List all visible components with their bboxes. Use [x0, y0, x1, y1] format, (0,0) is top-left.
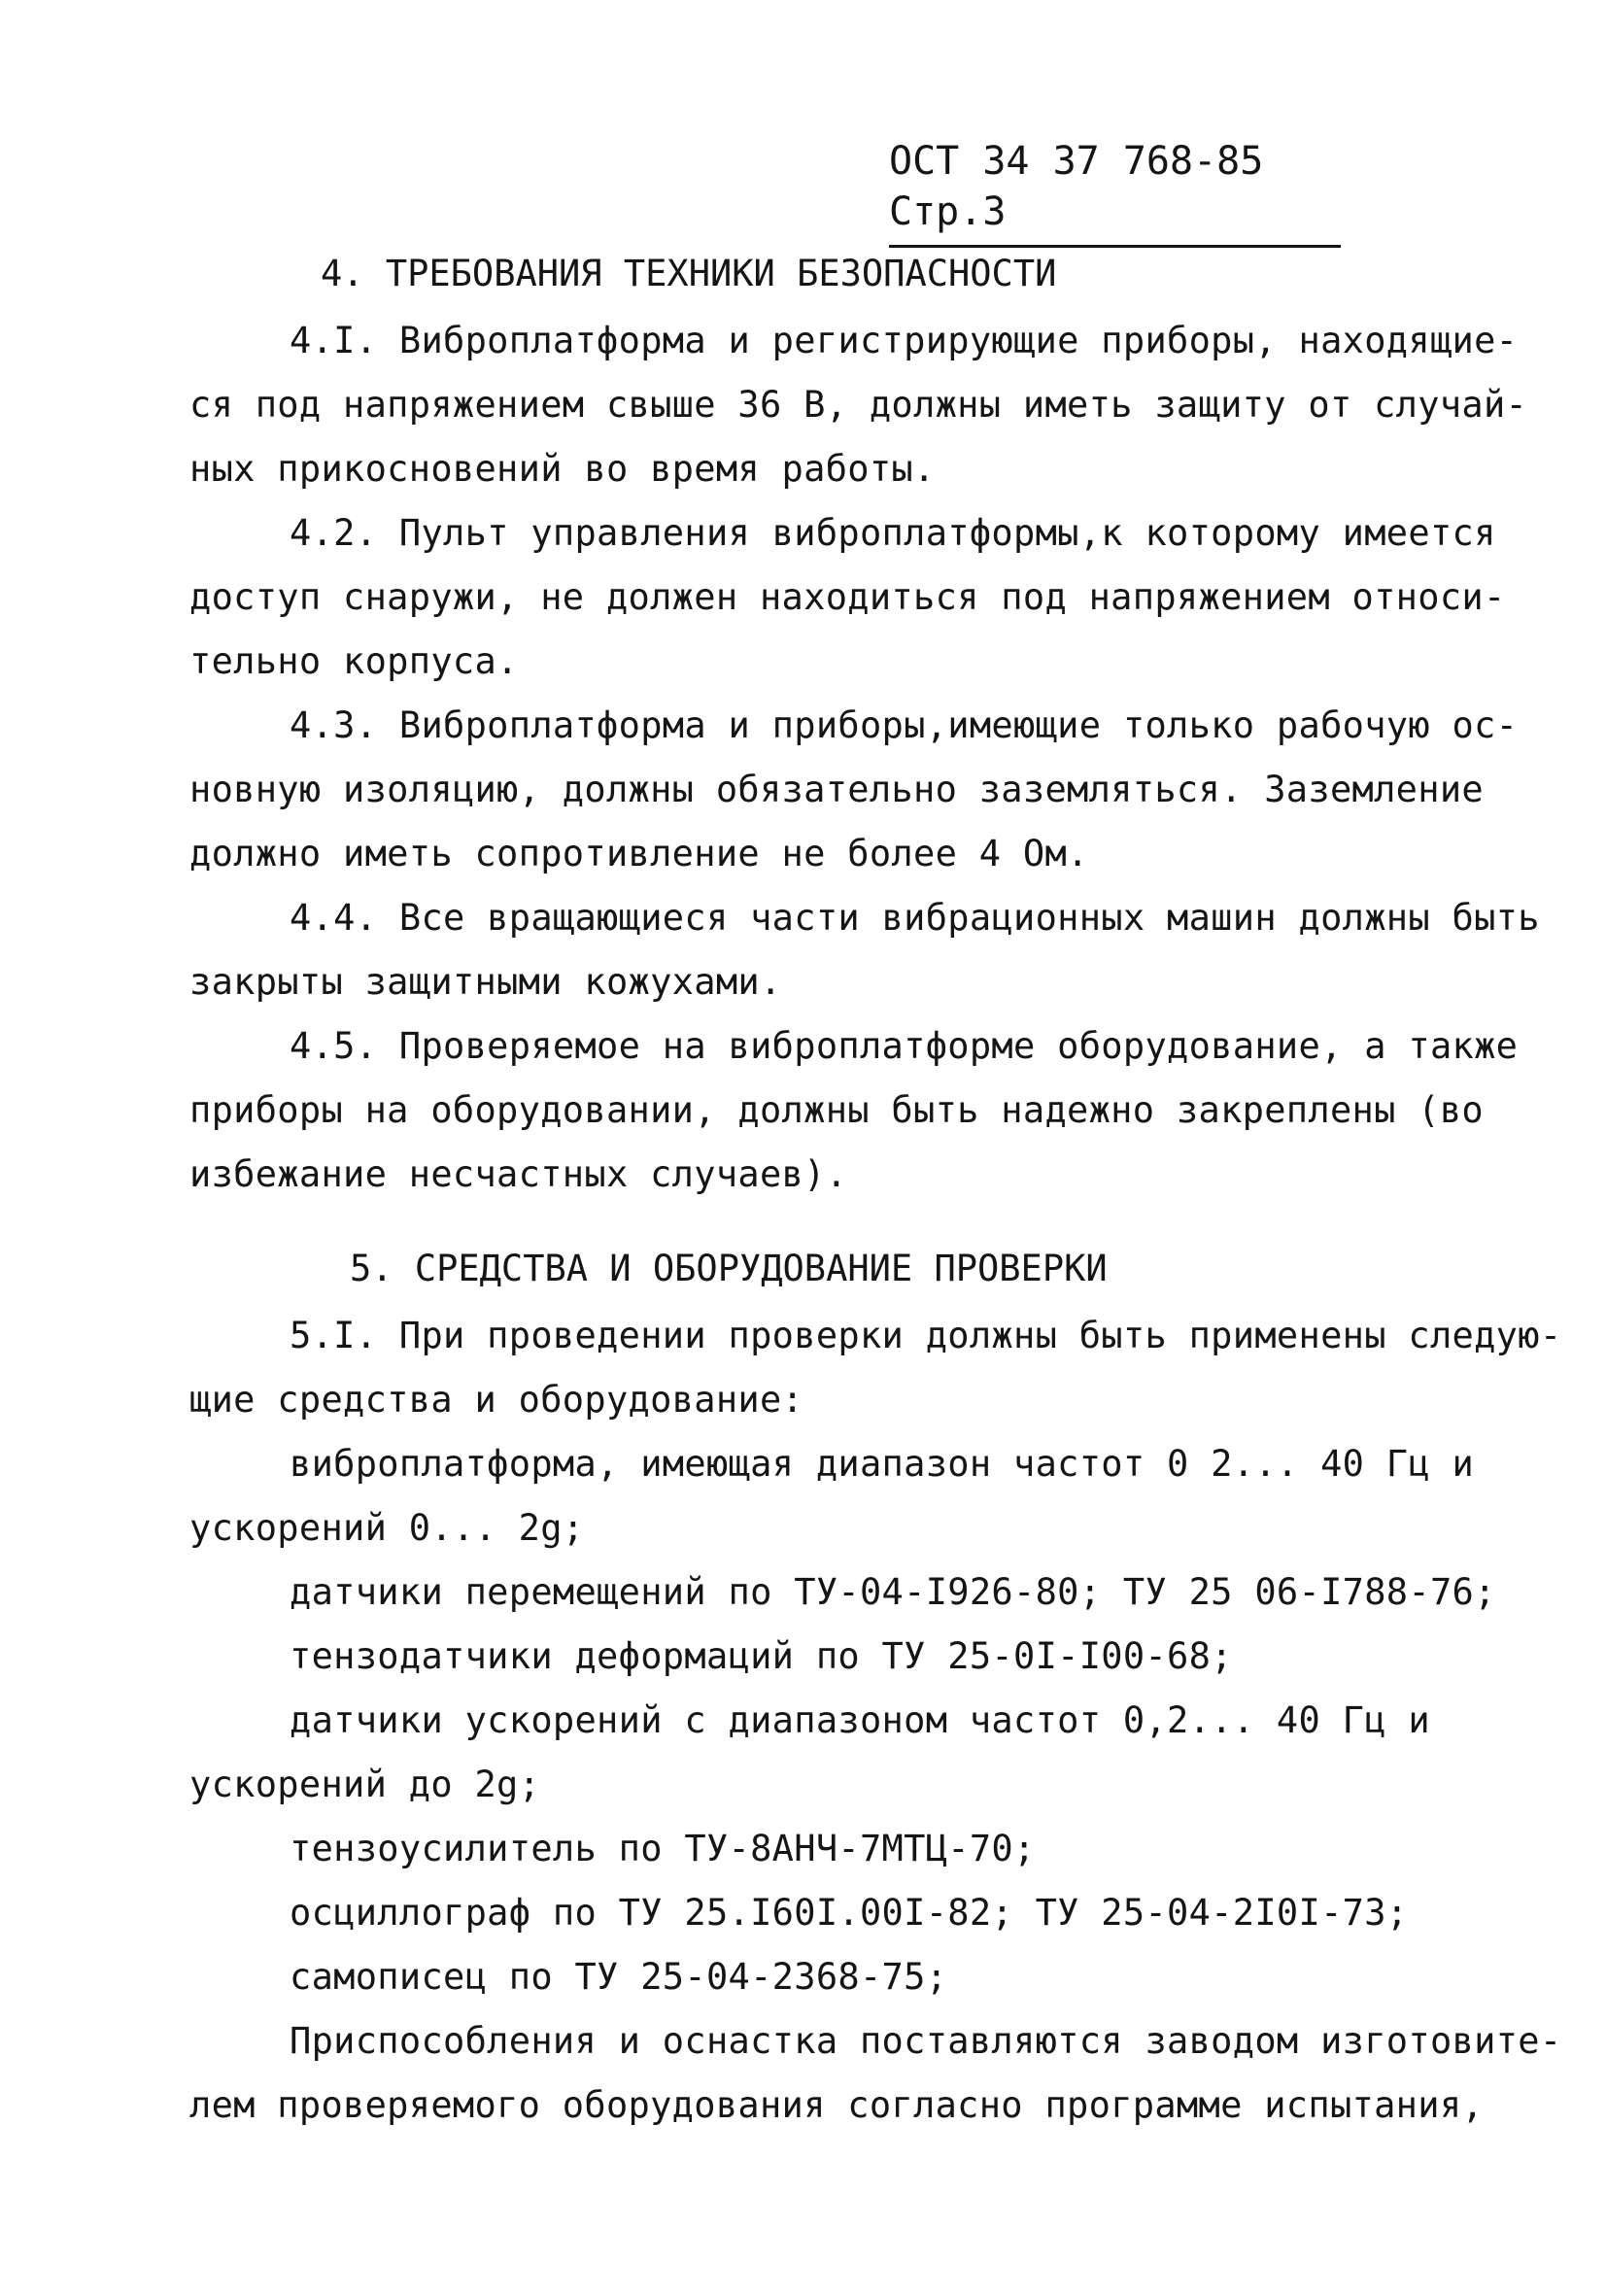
- paragraph-line: лем проверяемого оборудования согласно программе испытания,: [189, 2084, 1484, 2126]
- list-item: датчики перемещений по ТУ-04-I926-80; ТУ 25 06-I788-76;: [290, 1571, 1496, 1613]
- paragraph-line: закрыты защитными кожухами.: [189, 961, 782, 1003]
- paragraph-line: доступ снаружи, не должен находиться под напряжением относи-: [189, 576, 1506, 618]
- paragraph-line: новную изоляцию, должны обязательно заземляться. Заземление: [189, 769, 1484, 810]
- paragraph-line: ся под напряжением свыше 36 В, должны иметь защиту от случай-: [189, 384, 1528, 426]
- list-item: тензодатчики деформаций по ТУ 25-0I-I00-68;: [290, 1635, 1233, 1677]
- paragraph-line: ных прикосновений во время работы.: [189, 448, 936, 490]
- paragraph-line: щие средства и оборудование:: [189, 1379, 804, 1421]
- list-item: самописец по ТУ 25-04-2368-75;: [290, 1956, 948, 1998]
- paragraph-line: тельно корпуса.: [189, 640, 519, 682]
- list-item-continuation: ускорений 0... 2g;: [189, 1507, 585, 1549]
- list-item: осциллограф по ТУ 25.I60I.00I-82; ТУ 25-04-2I0I-73;: [290, 1892, 1409, 1934]
- list-item: тензоусилитель по ТУ-8АНЧ-7МТЦ-70;: [290, 1828, 1036, 1869]
- paragraph-line: должно иметь сопротивление не более 4 Ом.: [189, 833, 1089, 874]
- document-designation: ОСТ 34 37 768-85 Стр.3: [889, 136, 1341, 248]
- paragraph-line: 4.5. Проверяемое на виброплатформе оборудование, а также: [290, 1025, 1519, 1067]
- paragraph-line: приборы на оборудовании, должны быть надежно закреплены (во: [189, 1089, 1484, 1131]
- paragraph-line: 4.4. Все вращающиеся части вибрационных машин должны быть: [290, 897, 1540, 939]
- paragraph-line: избежание несчастных случаев).: [189, 1153, 848, 1195]
- paragraph-line: 4.I. Виброплатформа и регистрирующие приборы, находящие-: [290, 320, 1519, 361]
- section-5-heading: 5. СРЕДСТВА И ОБОРУДОВАНИЕ ПРОВЕРКИ: [350, 1248, 1108, 1289]
- list-item: виброплатформа, имеющая диапазон частот 0 2... 40 Гц и: [290, 1443, 1475, 1485]
- paragraph-line: Приспособления и оснастка поставляются заводом изготовите-: [290, 2020, 1562, 2062]
- paragraph-line: 4.3. Виброплатформа и приборы,имеющие только рабочую ос-: [290, 704, 1519, 746]
- list-item-continuation: ускорений до 2g;: [189, 1764, 541, 1805]
- section-4-heading: 4. ТРЕБОВАНИЯ ТЕХНИКИ БЕЗОПАСНОСТИ: [321, 253, 1057, 294]
- paragraph-line: 4.2. Пульт управления виброплатформы,к которому имеется: [290, 512, 1496, 554]
- list-item: датчики ускорений с диапазоном частот 0,2... 40 Гц и: [290, 1699, 1430, 1741]
- paragraph-line: 5.I. При проведении проверки должны быть применены следую-: [290, 1315, 1562, 1356]
